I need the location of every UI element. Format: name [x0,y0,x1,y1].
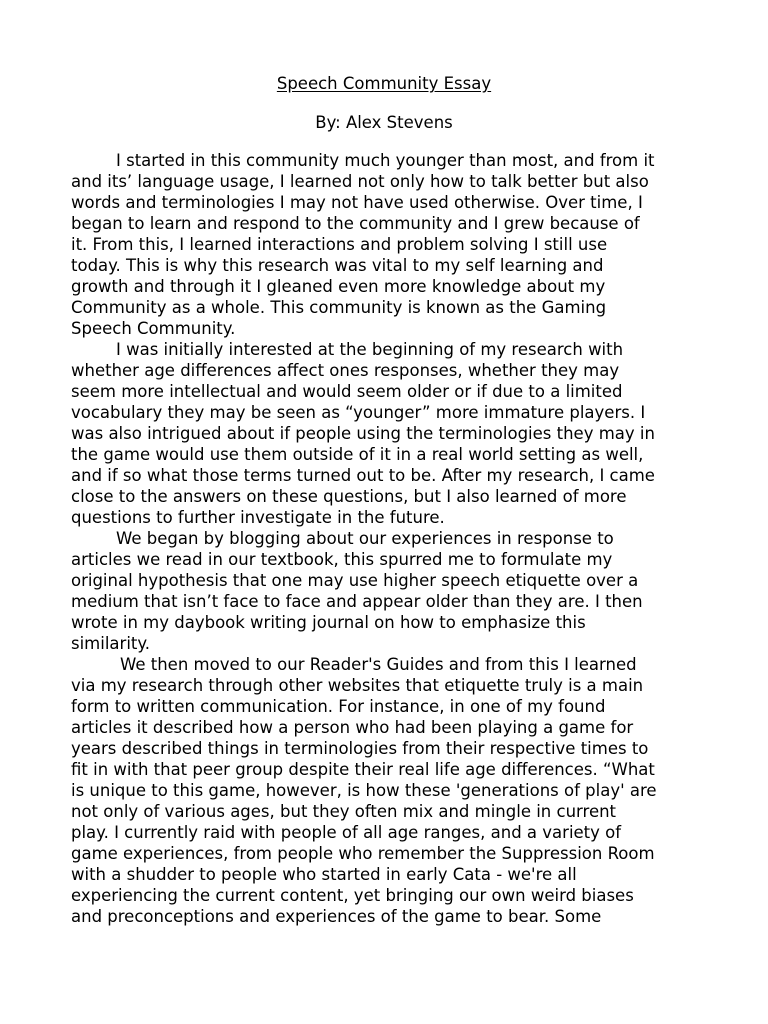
text-line: close to the answers on these questions, but I also learned of more [71,487,627,506]
text-line: the game would use them outside of it in a real world setting as well, [71,445,644,464]
text-line: form to written communication. For instance, in one of my found [71,697,606,716]
text-line: began to learn and respond to the community and I grew because of [71,214,640,233]
text-line: medium that isn’t face to face and appear older than they are. I then [71,592,643,611]
text-line: questions to further investigate in the future. [71,508,445,527]
text-line: and its’ language usage, I learned not only how to talk better but also [71,172,649,191]
text-line: Community as a whole. This community is known as the Gaming [71,298,607,317]
text-line: words and terminologies I may not have used otherwise. Over time, I [71,193,643,212]
text-line: game experiences, from people who remember the Suppression Room [71,844,655,863]
essay-title: Speech Community Essay [276,74,492,93]
text-line: We began by blogging about our experiences in response to [116,529,614,548]
text-line: and preconceptions and experiences of the game to bear. Some [71,907,602,926]
text-line: vocabulary they may be seen as “younger” more immature players. I [71,403,646,422]
text-line: articles we read in our textbook, this spurred me to formulate my [71,550,613,569]
text-line: We then moved to our Reader's Guides and from this I learned [120,655,637,674]
text-line: I started in this community much younger than most, and from it [116,151,655,170]
text-line: via my research through other websites that etiquette truly is a main [71,676,644,695]
text-line: whether age differences affect ones responses, whether they may [71,361,620,380]
text-line: is unique to this game, however, is how these 'generations of play' are [71,781,657,800]
text-line: I was initially interested at the beginning of my research with [116,340,624,359]
text-line: it. From this, I learned interactions and problem solving I still use [71,235,608,254]
text-line: experiencing the current content, yet bringing our own weird biases [71,886,634,905]
paragraph-4 [71,654,711,927]
text-line: Speech Community. [71,319,236,338]
essay-body [71,150,711,927]
essay-byline: By: Alex Stevens [315,113,453,132]
text-line: was also intrigued about if people using the terminologies they may in [71,424,655,443]
text-line: play. I currently raid with people of all age ranges, and a variety of [71,823,622,842]
text-line: seem more intellectual and would seem older or if due to a limited [71,382,623,401]
text-line: original hypothesis that one may use higher speech etiquette over a [71,571,639,590]
paragraph-3 [71,528,711,654]
text-line: wrote in my daybook writing journal on how to emphasize this [71,613,586,632]
text-line: growth and through it I gleaned even more knowledge about my [71,277,606,296]
text-line: not only of various ages, but they often mix and mingle in current [71,802,617,821]
paragraph-2 [71,339,711,528]
text-line: years described things in terminologies from their respective times to [71,739,649,758]
text-line: and if so what those terms turned out to be. After my research, I came [71,466,655,485]
text-line: articles it described how a person who had been playing a game for [71,718,634,737]
paragraph-1 [71,150,711,339]
text-line: with a shudder to people who started in early Cata - we're all [71,865,577,884]
text-line: similarity. [71,634,151,653]
text-line: today. This is why this research was vital to my self learning and [71,256,604,275]
text-line: fit in with that peer group despite their real life age differences. “What [71,760,655,779]
